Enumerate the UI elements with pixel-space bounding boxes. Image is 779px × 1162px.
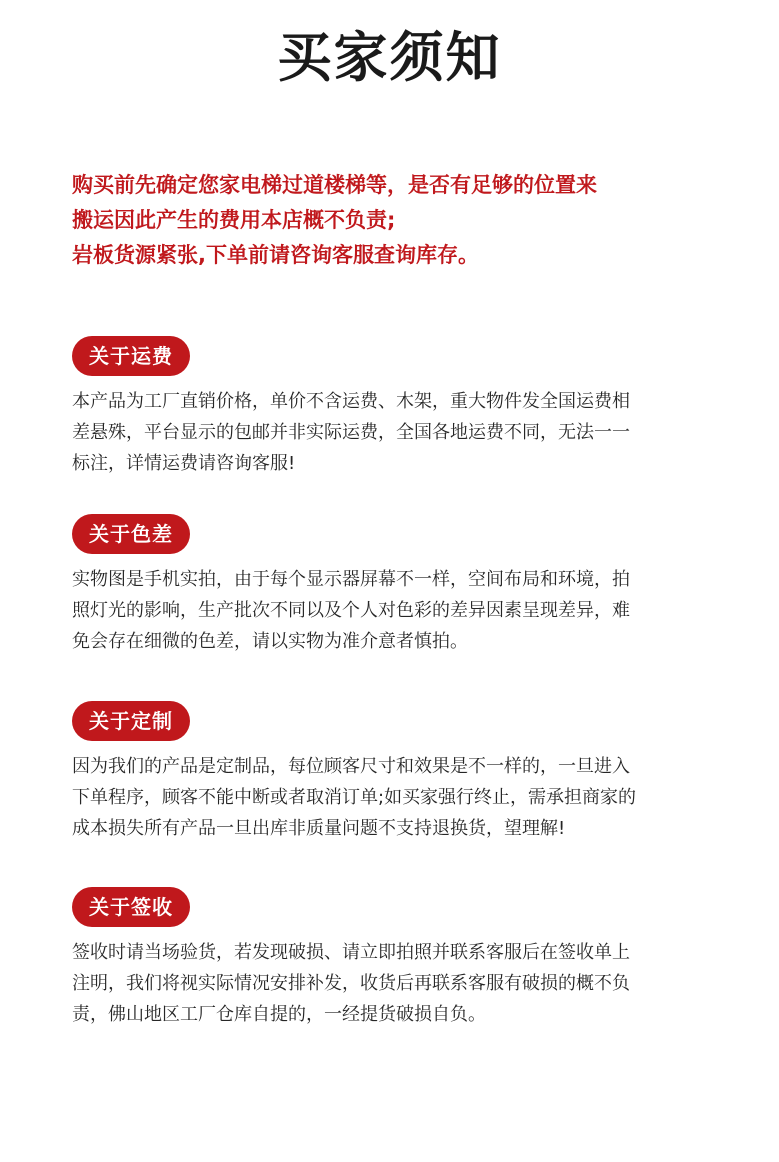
section-badge-color-difference: 关于色差 (72, 514, 190, 554)
purchase-notice (72, 168, 722, 273)
body-line: 下单程序，顾客不能中断或者取消订单;如买家强行终止，需承担商家的 (72, 787, 637, 808)
body-line: 责，佛山地区工厂仓库自提的，一经提货破损自负。 (72, 1004, 486, 1025)
body-line: 免会存在细微的色差，请以实物为准介意者慎拍。 (72, 631, 468, 652)
body-line: 签收时请当场验货，若发现破损、请立即拍照并联系客服后在签收单上 (72, 942, 630, 963)
body-line: 本产品为工厂直销价格，单价不含运费、木架，重大物件发全国运费相 (72, 391, 630, 412)
section-badge-signing: 关于签收 (72, 887, 190, 927)
section-shipping (72, 336, 722, 479)
section-badge-customization: 关于定制 (72, 701, 190, 741)
body-line: 标注，详情运费请咨询客服! (72, 453, 296, 474)
section-signing (72, 887, 722, 1030)
notice-line: 搬运因此产生的费用本店概不负责; (72, 208, 396, 232)
section-body-signing (72, 937, 722, 1030)
body-line: 因为我们的产品是定制品，每位顾客尺寸和效果是不一样的，一旦进入 (72, 756, 630, 777)
section-color-difference (72, 514, 722, 657)
page-title: 买家须知 (277, 25, 502, 89)
section-badge-shipping: 关于运费 (72, 336, 190, 376)
body-line: 照灯光的影响，生产批次不同以及个人对色彩的差异因素呈现差异，难 (72, 600, 630, 621)
section-customization (72, 701, 722, 844)
section-body-color-difference (72, 564, 722, 657)
body-line: 实物图是手机实拍，由于每个显示器屏幕不一样，空间布局和环境，拍 (72, 569, 630, 590)
body-line: 成本损失所有产品一旦出库非质量问题不支持退换货，望理解! (72, 818, 566, 839)
body-line: 差悬殊，平台显示的包邮并非实际运费，全国各地运费不同，无法一一 (72, 422, 630, 443)
section-body-shipping (72, 386, 722, 479)
notice-line: 购买前先确定您家电梯过道楼梯等，是否有足够的位置来 (72, 173, 597, 197)
section-body-customization (72, 751, 722, 844)
body-line: 注明，我们将视实际情况安排补发，收货后再联系客服有破损的概不负 (72, 973, 630, 994)
notice-line: 岩板货源紧张,下单前请咨询客服查询库存。 (72, 243, 479, 267)
